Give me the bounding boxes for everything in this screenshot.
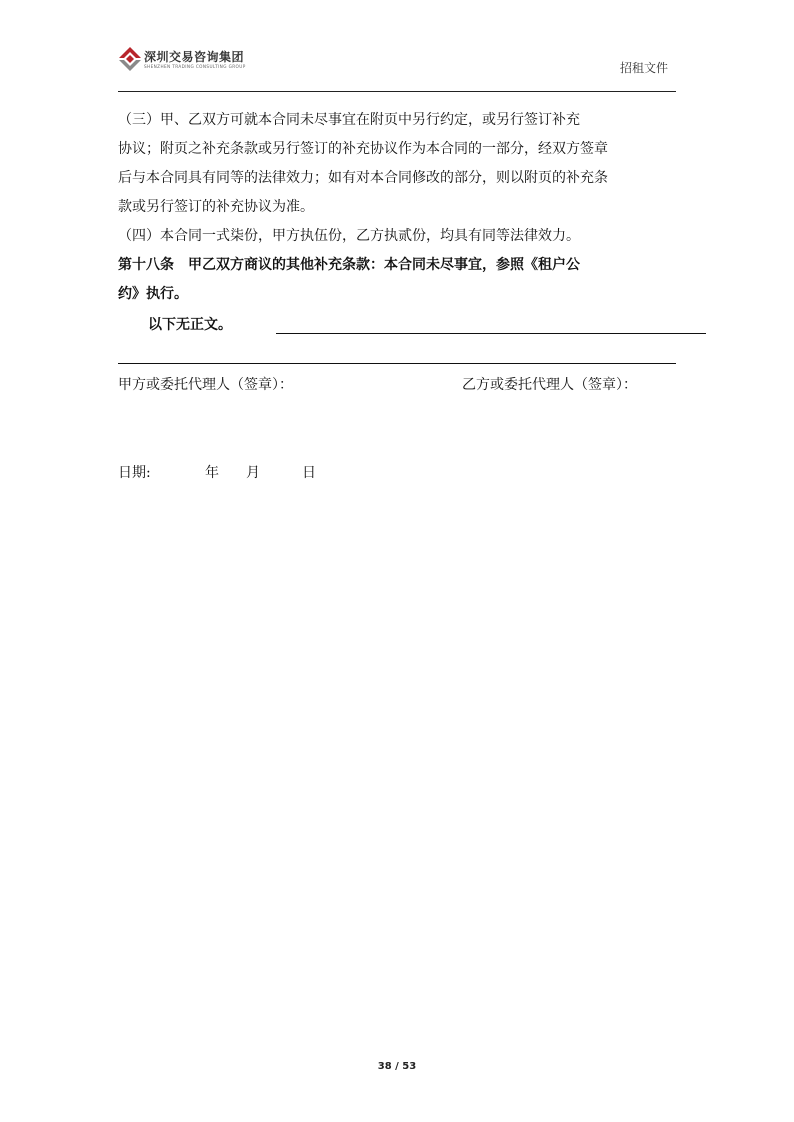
company-logo [118,46,348,76]
article-18 [118,251,678,309]
logo-chinese-name: 深圳交易咨询集团 [144,50,245,64]
article-18-line-2: 约》执行。 [118,286,188,302]
date-day: 日 [302,465,316,481]
date-year: 年 [205,465,219,481]
clause-4 [118,222,678,251]
blank-underline [276,333,706,334]
page-header [118,42,676,92]
date-month: 月 [246,465,260,481]
clause-3-line-4: 款或另行签订的补充协议为准。 [118,199,314,215]
header-divider [118,91,676,92]
document-type-label: 招租文件 [619,61,668,75]
no-further-text-label: 以下无正文。 [148,317,232,333]
page-number: 38 / 53 [377,1061,417,1072]
party-a-signature-label: 甲方或委托代理人（签章）： [118,377,293,393]
clause-3-line-3: 后与本合同具有同等的法律效力；如有对本合同修改的部分，则以附页的补充条 [118,170,608,186]
party-b-signature-label: 乙方或委托代理人（签章）： [462,377,637,393]
clause-4-text: （四）本合同一式柒份，甲方执伍份，乙方执贰份，均具有同等法律效力。 [118,228,580,244]
logo-english-name: SHENZHEN TRADING CONSULTING GROUP [144,64,246,69]
no-further-text [148,311,678,340]
logo-mark-icon [118,46,142,72]
clause-3-line-1: （三）甲、乙双方可就本合同未尽事宜在附页中另行约定，或另行签订补充 [118,112,580,128]
signature-divider [118,363,676,364]
clause-3-line-2: 协议；附页之补充条款或另行签订的补充协议作为本合同的一部分，经双方签章 [118,141,608,157]
clause-3 [118,106,678,222]
date-label: 日期: [118,465,151,481]
article-18-line-1: 第十八条 甲乙双方商议的其他补充条款：本合同未尽事宜，参照《租户公 [118,257,580,273]
